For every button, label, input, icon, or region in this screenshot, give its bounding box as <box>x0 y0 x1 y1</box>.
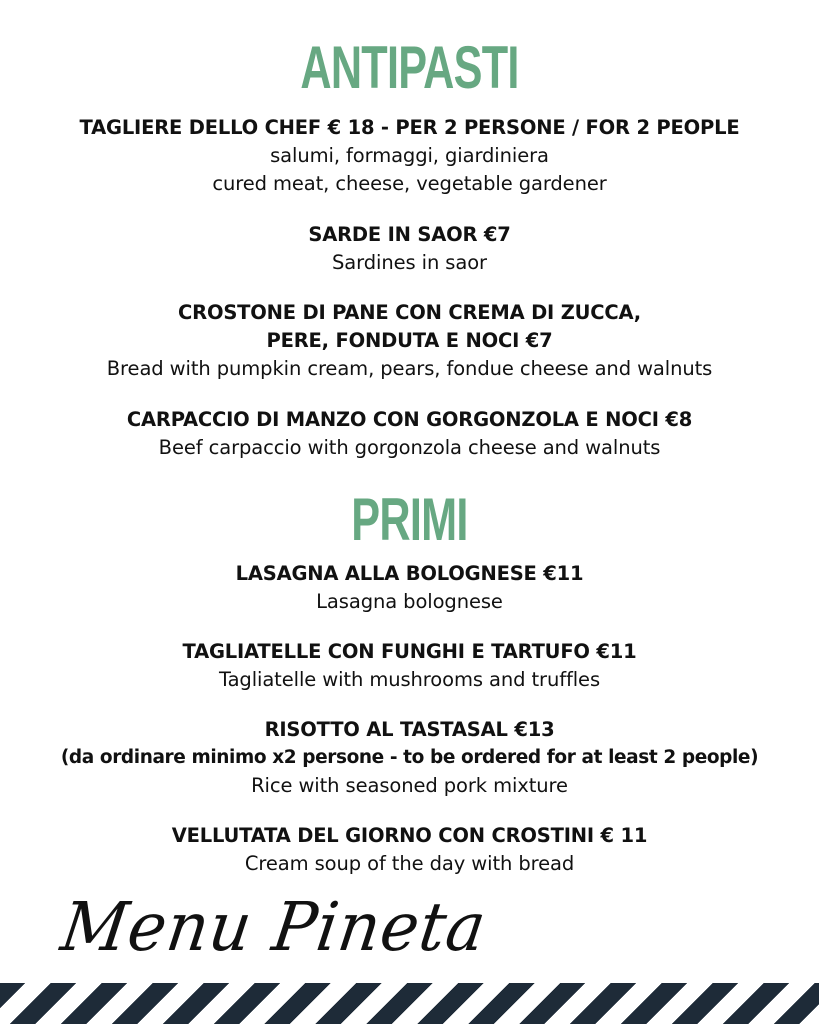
item-name: VELLUTATA DEL GIORNO CON CROSTINI € 11 <box>171 824 648 847</box>
brand-logo: Menu Pineta <box>56 889 492 967</box>
item-name: RISOTTO AL TASTASAL €13 <box>264 718 555 741</box>
item-desc: Rice with seasoned pork mixture <box>251 774 568 797</box>
section-title-primi: PRIMI <box>351 486 468 553</box>
item-name: SARDE IN SAOR €7 <box>308 223 511 246</box>
menu-item-crostone <box>0 299 819 383</box>
item-name-line2: PERE, FONDUTA E NOCI €7 <box>266 329 553 352</box>
stripe-band <box>0 983 819 1024</box>
item-desc-en: cured meat, cheese, vegetable gardener <box>212 172 607 195</box>
item-name: LASAGNA ALLA BOLOGNESE €11 <box>235 562 584 585</box>
menu-item-vellutata <box>0 822 819 878</box>
item-note: (da ordinare minimo x2 persone - to be ordered for at least 2 people) <box>60 747 759 768</box>
section-title-antipasti: ANTIPASTI <box>300 34 519 101</box>
item-name: CARPACCIO DI MANZO CON GORGONZOLA E NOCI €8 <box>126 408 693 431</box>
item-desc: Tagliatelle with mushrooms and truffles <box>218 668 601 691</box>
menu-item-lasagna <box>0 560 819 616</box>
item-desc: Cream soup of the day with bread <box>244 852 575 875</box>
item-name: TAGLIATELLE CON FUNGHI E TARTUFO €11 <box>182 640 637 663</box>
menu-item-sarde <box>0 221 819 277</box>
menu-item-risotto <box>0 716 819 800</box>
item-desc: Sardines in saor <box>332 251 487 274</box>
menu-item-tagliatelle <box>0 638 819 694</box>
item-desc: Lasagna bolognese <box>316 590 503 613</box>
item-name-line1: CROSTONE DI PANE CON CREMA DI ZUCCA, <box>178 301 641 324</box>
item-desc: Beef carpaccio with gorgonzola cheese and walnuts <box>158 436 661 459</box>
item-desc-it: salumi, formaggi, giardiniera <box>270 144 549 167</box>
item-name: TAGLIERE DELLO CHEF € 18 - PER 2 PERSONE / FOR 2 PEOPLE <box>79 116 740 139</box>
menu-item-tagliere <box>0 114 819 198</box>
menu-item-carpaccio <box>0 406 819 462</box>
item-desc: Bread with pumpkin cream, pears, fondue cheese and walnuts <box>106 357 713 380</box>
